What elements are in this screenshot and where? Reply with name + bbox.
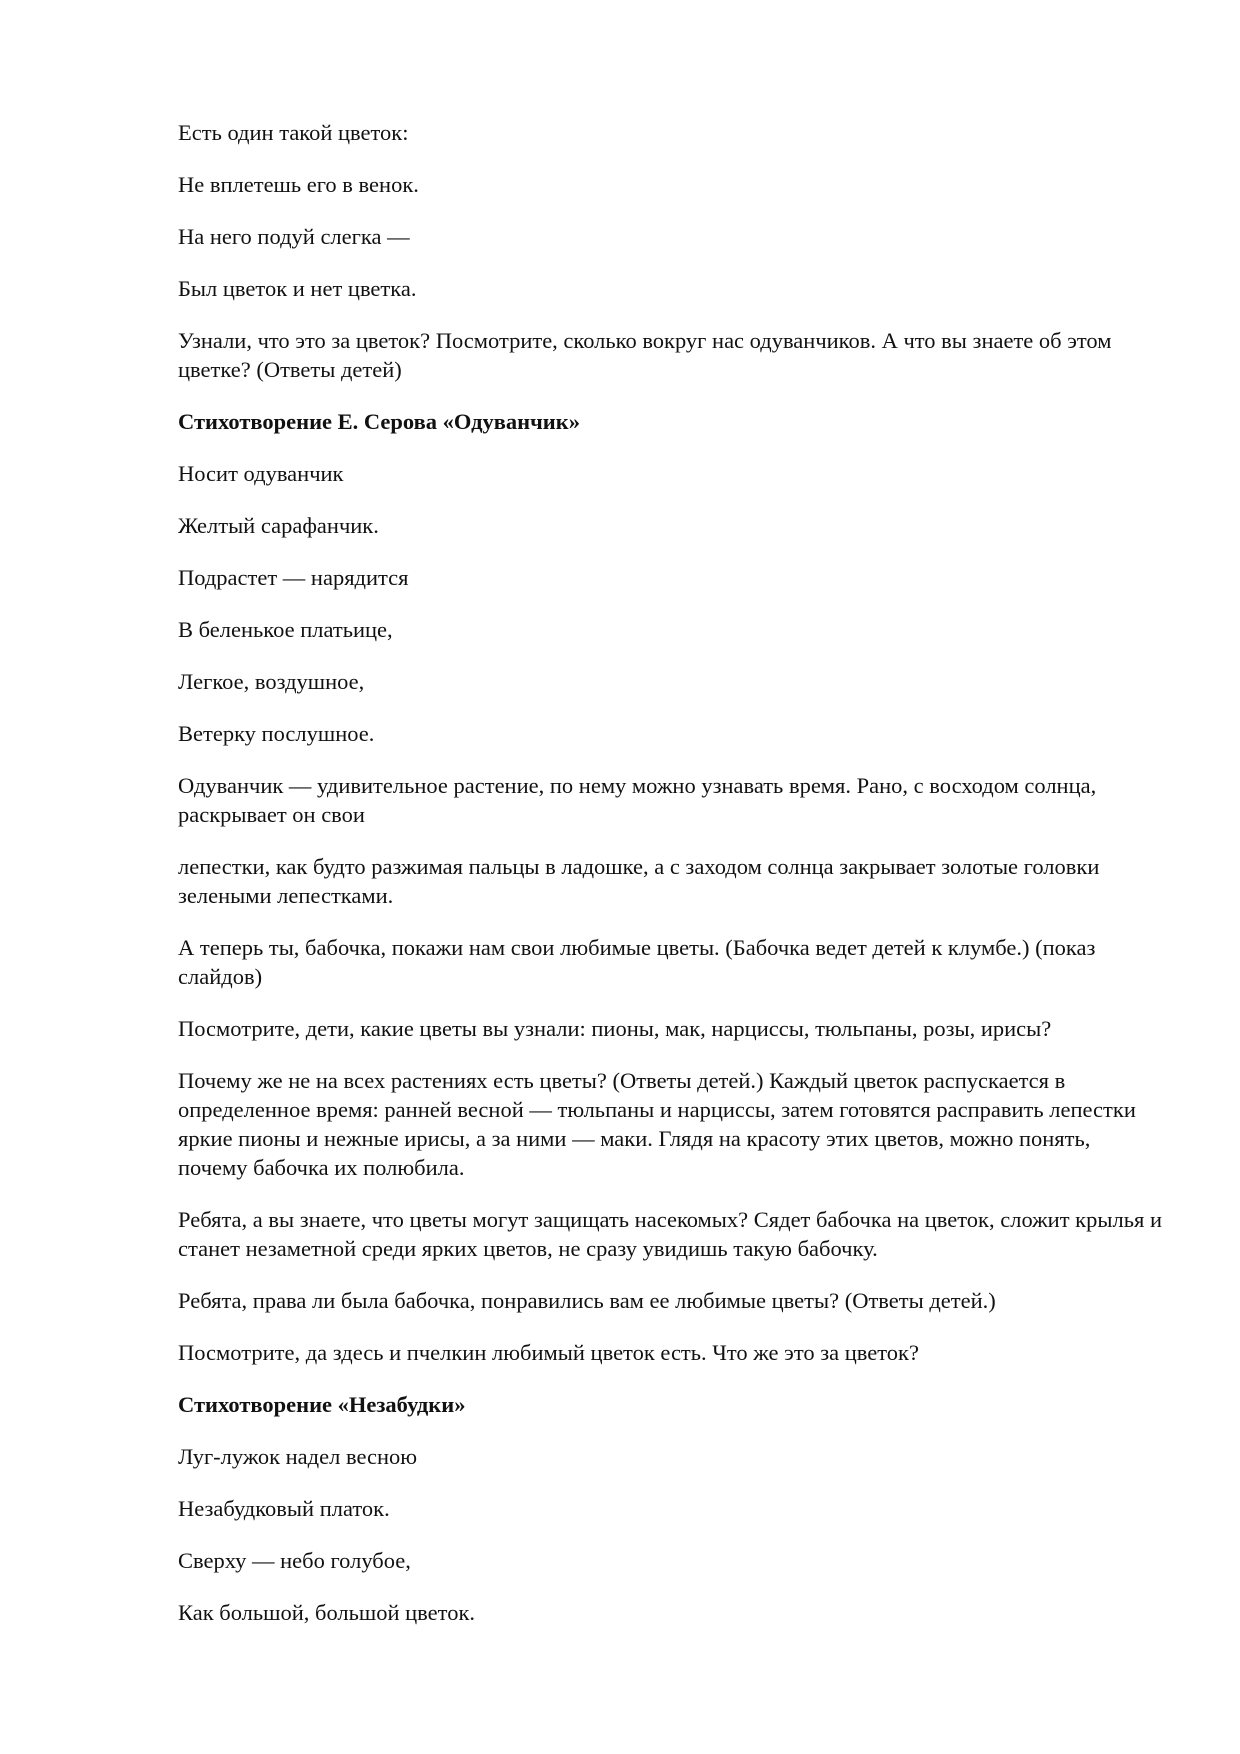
body-paragraph: А теперь ты, бабочка, покажи нам свои любимые цветы. (Бабочка ведет детей к клумбе.) (показ слайдов): [178, 935, 1096, 989]
poem-line: В беленькое платьице,: [178, 617, 393, 642]
poem-line: Был цветок и нет цветка.: [178, 276, 417, 301]
section-heading: Стихотворение «Незабудки»: [178, 1392, 466, 1417]
body-paragraph: Посмотрите, да здесь и пчелкин любимый цветок есть. Что же это за цветок?: [178, 1340, 919, 1365]
poem-line: Подрастет — нарядится: [178, 565, 409, 590]
poem-line: Легкое, воздушное,: [178, 669, 365, 694]
poem-line: Луг-лужок надел весною: [178, 1444, 418, 1469]
body-paragraph: Посмотрите, дети, какие цветы вы узнали: пионы, мак, нарциссы, тюльпаны, розы, ирисы?: [178, 1016, 1052, 1041]
body-paragraph: Почему же не на всех растениях есть цветы? (Ответы детей.) Каждый цветок распускается в определенное время: ранней весной — тюльпаны и нарциссы, затем готовятся расправить лепестки яркие пионы и нежные ирисы, а за ними — маки. Глядя на красоту этих цветов, можно понять, почему бабочка их полюбила.: [178, 1068, 1136, 1180]
poem-line: Незабудковый платок.: [178, 1496, 390, 1521]
poem-line: Носит одуванчик: [178, 461, 344, 486]
poem-line: Не вплетешь его в венок.: [178, 172, 419, 197]
body-paragraph: Одуванчик — удивительное растение, по нему можно узнавать время. Рано, с восходом солнца, раскрывает он свои: [178, 773, 1097, 827]
body-paragraph: Ребята, а вы знаете, что цветы могут защищать насекомых? Сядет бабочка на цветок, сложит крылья и станет незаметной среди ярких цветов, не сразу увидишь такую бабочку.: [178, 1207, 1162, 1261]
body-paragraph: Узнали, что это за цветок? Посмотрите, сколько вокруг нас одуванчиков. А что вы знаете об этом цветке? (Ответы детей): [178, 328, 1112, 382]
poem-line: Желтый сарафанчик.: [178, 513, 379, 538]
section-heading: Стихотворение Е. Серова «Одуванчик»: [178, 409, 580, 434]
poem-line: На него подуй слегка —: [178, 224, 410, 249]
poem-line: Сверху — небо голубое,: [178, 1548, 411, 1573]
poem-line: Ветерку послушное.: [178, 721, 375, 746]
body-paragraph: лепестки, как будто разжимая пальцы в ладошке, а с заходом солнца закрывает золотые головки зелеными лепестками.: [178, 854, 1100, 908]
document-page: [178, 118, 1163, 1650]
body-paragraph: Ребята, права ли была бабочка, понравились вам ее любимые цветы? (Ответы детей.): [178, 1288, 996, 1313]
poem-line: Есть один такой цветок:: [178, 120, 409, 145]
poem-line: Как большой, большой цветок.: [178, 1600, 476, 1625]
